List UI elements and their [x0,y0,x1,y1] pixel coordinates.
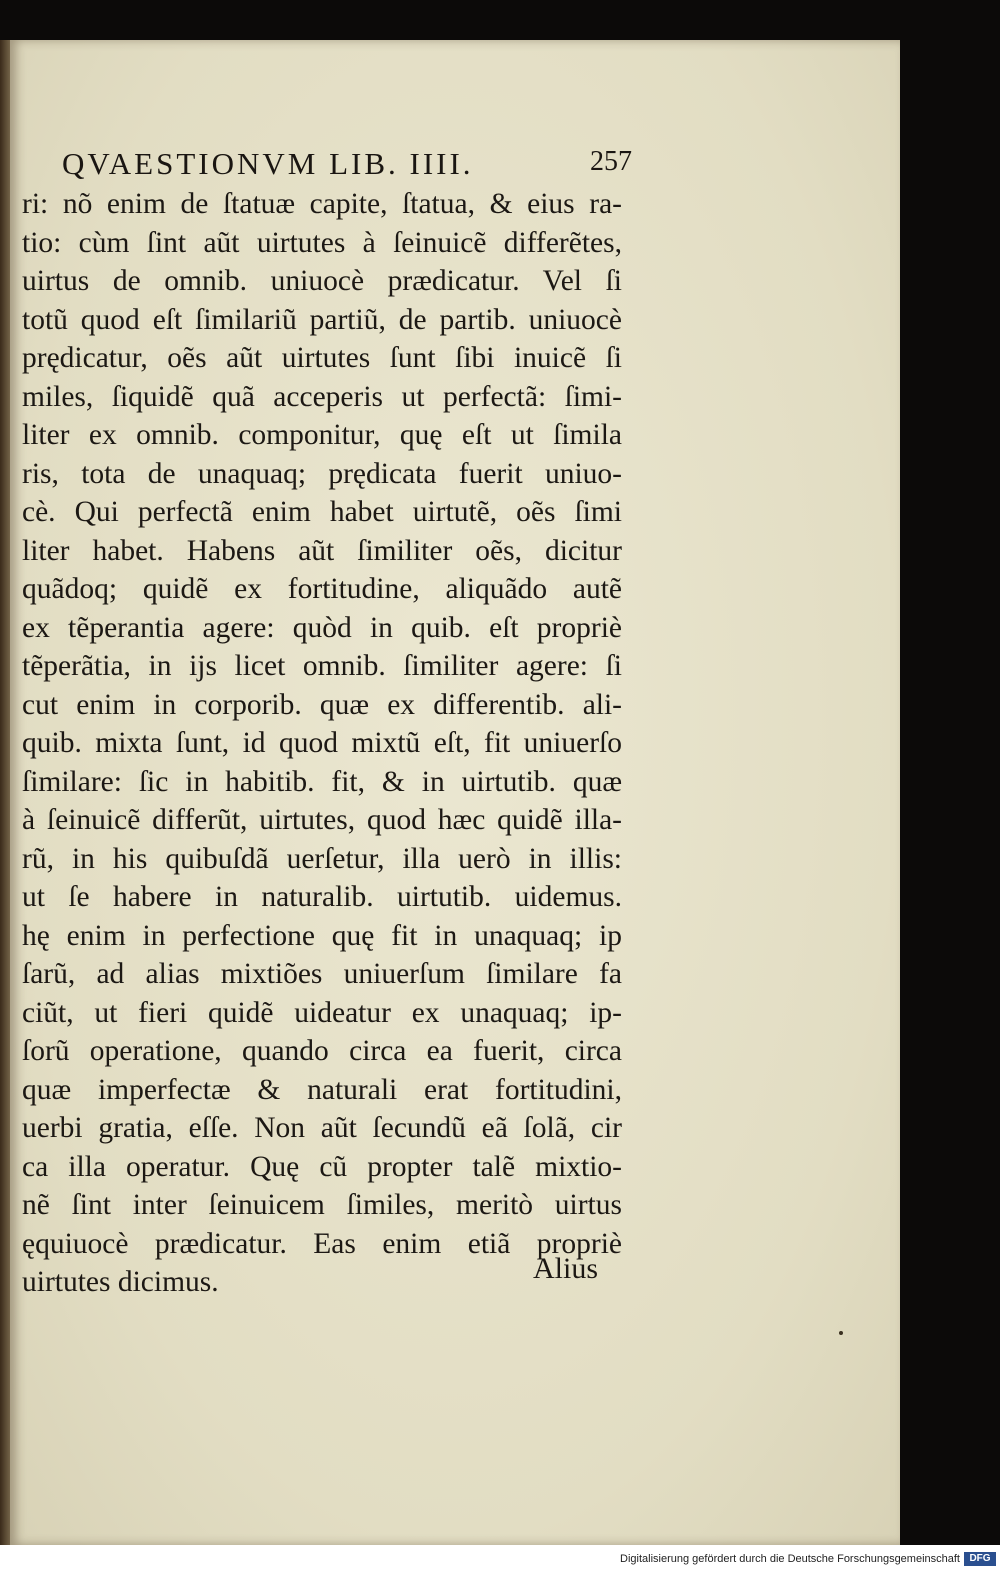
text-line: liter habet. Habens aũt ſimiliter oẽs, dicitur [22,534,622,567]
text-line: ſorũ operatione, quando circa ea fuerit, circa [22,1035,622,1067]
text-line: nẽ ſint inter ſeinuicem ſimiles, meritò uirtus [22,1189,622,1221]
text-line: liter ex omnib. componitur, quę eſt ut ſimila [22,419,622,451]
text-line: ſarũ, ad alias mixtiões uniuerſum ſimilare fa [22,958,622,990]
text-line: à ſeinuicẽ differũt, uirtutes, quod hæc quidẽ illa- [22,804,622,836]
text-line: quib. mixta ſunt, id quod mixtũ eſt, fit uniuerſo [22,727,622,759]
dfg-logo: DFG [964,1552,996,1566]
text-line: rũ, in his quibuſdã uerſetur, illa uerò in illis: [22,842,622,875]
catchword: Alius [533,1252,599,1285]
digitization-footer [0,1545,1000,1573]
text-line: uirtus de omnib. uniuocè prædicatur. Vel ſi [22,265,622,297]
text-line: cè. Qui perfectã enim habet uirtutẽ, oẽs ſimi [22,496,622,528]
funding-notice: Digitalisierung gefördert durch die Deutsche Forschungsgemeinschaft [620,1553,960,1565]
text-line: ſimilare: ſic in habitib. fit, & in uirtutib. quæ [22,765,622,798]
text-line: ca illa operatur. Quę cũ propter talẽ mixtio- [22,1150,622,1183]
text-line: ciũt, ut fieri quidẽ uideatur ex unaquaq; ip- [22,996,622,1029]
text-line: totũ quod eſt ſimilariũ partiũ, de partib. uniuocè [22,303,622,336]
text-line: uerbi gratia, eſſe. Non aũt ſecundũ eã ſolã, cir [22,1112,622,1144]
text-line: ut ſe habere in naturalib. uirtutib. uidemus. [22,881,622,913]
text-line: quæ imperfectæ & naturali erat fortitudini, [22,1073,622,1106]
text-line: ęquiuocè prædicatur. Eas enim etiã propriè [22,1227,622,1260]
page-header [62,146,632,182]
text-line: uirtutes dicimus. [22,1266,219,1298]
text-line: quãdoq; quidẽ ex fortitudine, aliquãdo autẽ [22,573,622,605]
text-line: tio: cùm ſint aũt uirtutes à ſeinuicẽ differẽtes, [22,226,622,259]
running-title: QVAESTIONVM LIB. IIII. [62,146,474,181]
text-line: cut enim in corporib. quæ ex differentib. ali- [22,688,622,721]
text-line: ris, tota de unaquaq; prędicata fuerit uniuo- [22,457,622,490]
text-line: ri: nõ enim de ſtatuæ capite, ſtatua, & eius ra- [22,188,622,220]
text-line: prędicatur, oẽs aũt uirtutes ſunt ſibi inuicẽ ſi [22,342,622,374]
ink-speck [839,1331,843,1335]
body-text [22,185,622,1302]
text-line: miles, ſiquidẽ quã acceperis ut perfectã: ſimi- [22,380,622,413]
text-line: hę enim in perfectione quę fit in unaquaq; ip [22,919,622,952]
page-number: 257 [590,146,632,177]
text-line: ex tẽperantia agere: quòd in quib. eſt propriè [22,611,622,644]
text-line: tẽperãtia, in ijs licet omnib. ſimiliter agere: ſi [22,650,622,682]
